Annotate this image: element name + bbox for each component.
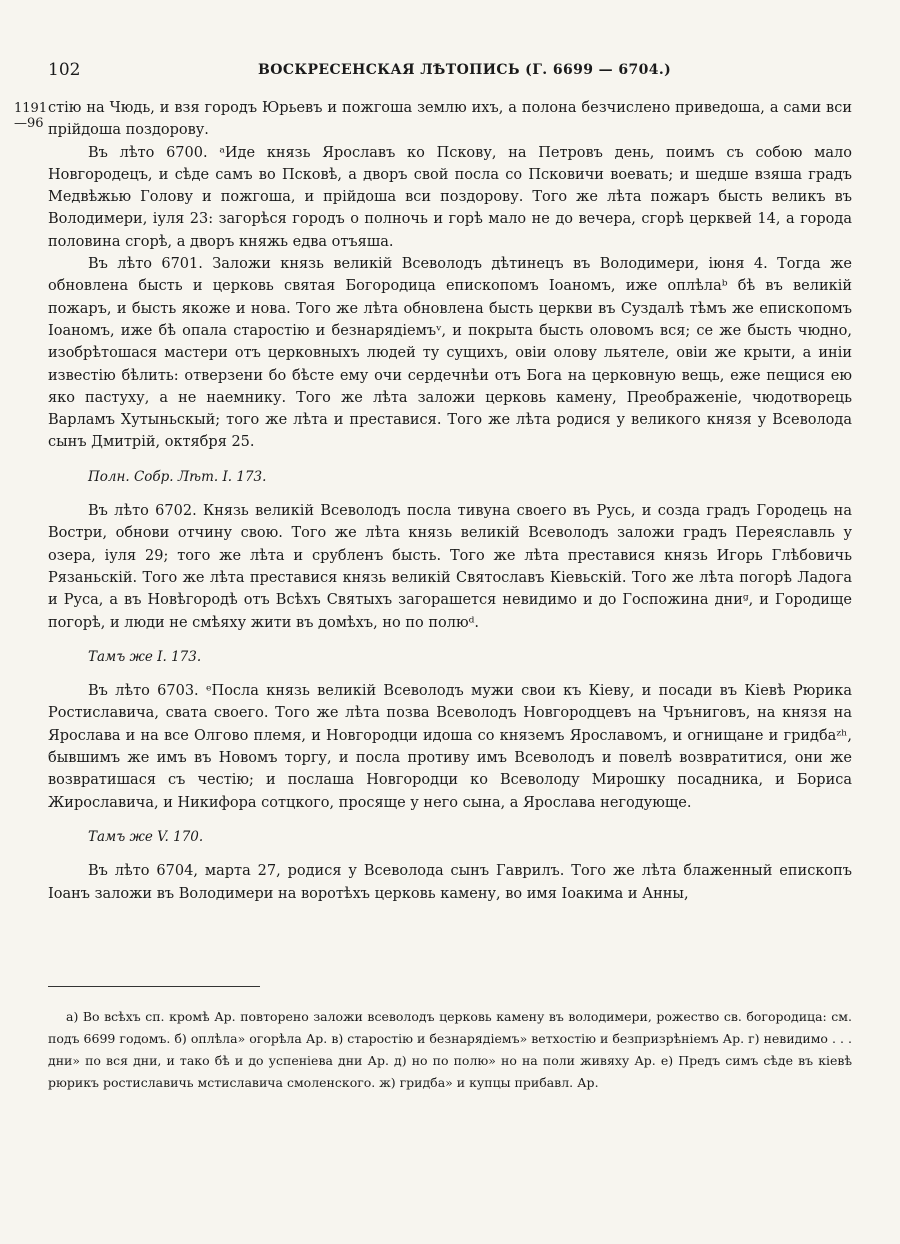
chronicle-body: [48, 97, 852, 905]
paragraph-6702: Въ лѣто 6702. Князь великій Всеволодъ посла тивуна своего въ Русь, и созда градъ Городець на Востри, обнови отчину свою. Того же лѣта князь великій Всеволодъ заложи градъ Переяславль у озера, іуля 29; того же лѣта и срубленъ бысть. Того же лѣта преставися князь Игорь Глѣбовичь Рязаньскій. Того же лѣта преставися князь великій Святославъ Кіевьскій. Того же лѣта погорѣ Ладога и Руса, а въ Новѣгородѣ отъ Всѣхъ Святыхъ загорашется невидимо и до Госпожина дниᵍ, и Городище погорѣ, и люди не смѣяху жити въ домѣхъ, но по полюᵈ.: [48, 503, 852, 631]
source-reference: Полн. Собр. Лѣт. I. 173.: [88, 468, 267, 485]
footnotes: [48, 1006, 852, 1094]
paragraph-6701: Въ лѣто 6701. Заложи князь великій Всеволодъ дѣтинецъ въ Володимери, іюня 4. Тогда же обновлена бысть и церковь святая Богородица епископомъ Іоаномъ, иже оплѣлаᵇ бѣ въ великій пожаръ, и бысть якоже и нова. Того же лѣта обновлена бысть церкви въ Суздалѣ тѣмъ же епископомъ Іоаномъ, иже бѣ опала старостію и безнарядіемъᵛ, и покрыта бысть оловомъ вся; се же бысть чюдно, изобрѣтошася мастери отъ церковныхъ людей ту сущихъ, овіи олову льятеле, овіи же крыти, а иніи известію бѣлить: отверзени бо бѣсте ему очи сердечнѣи отъ Бога на церковную вещь, еже пещися ею яко пастуху, а не наемнику. Того же лѣта заложи церковь камену, Преображеніе, чюдотворець Варламъ Хутыньскый; того же лѣта и преставися. Того же лѣта родися у великого князя у Всеволода сынъ Дмитрій, октября 25.: [48, 256, 852, 451]
paragraph-continuation: стію на Чюдь, и взя городъ Юрьевъ и пожгоша землю ихъ, а полона безчислено приведоша, а сами вси прійдоша поздорову.: [48, 100, 852, 139]
margin-year-range-note: —96: [14, 116, 44, 131]
paragraph-6700: Въ лѣто 6700. ᵃИде князь Ярославъ ко Пскову, на Петровъ день, поимъ съ собою мало Новгородецъ, и сѣде самъ во Псковѣ, а дворъ свой посла со Псковичи воевать; и шедше взяша градъ Медвѣжью Голову и пожгоша, и прійдоша вси поздорову. Того же лѣта пожаръ бысть великъ въ Володимери, іуля 23: загорѣся городъ о полночь и горѣ мало не до вечера, сгорѣ церквей 14, а города половина сгорѣ, а дворъ княжь едва отъяша.: [48, 144, 852, 250]
footnote-text: а) Во всѣхъ сп. кромѣ Ар. повторено заложи всеволодъ церковь камену въ володимери, рожество св. богородица: см. подъ 6699 годомъ. б) оплѣла» огорѣла Ар. в) старостію и безнарядіемъ» ветхостію и безпризрѣніемъ Ар. г) невидимо . . . дни» по вся дни, и тако бѣ и до успеніева дни Ар. д) но по полю» но на поли живяху Ар. е) Предъ симъ сѣде въ кіевѣ рюрикъ ростиславичь мстиславича смоленского. ж) гридба» и купцы прибавл. Ар.: [48, 1009, 852, 1090]
source-reference: Тамъ же V. 170.: [88, 828, 204, 845]
page-header: [48, 60, 848, 84]
footnote-divider: [48, 986, 260, 987]
source-reference: Тамъ же I. 173.: [88, 648, 202, 665]
page-number: 102: [48, 60, 81, 80]
running-title: ВОСКРЕСЕНСКАЯ ЛѢТОПИСЬ (Г. 6699 — 6704.): [258, 62, 672, 78]
margin-year-note: 1191: [14, 101, 48, 116]
paragraph-6703: Въ лѣто 6703. ᵉПосла князь великій Всеволодъ мужи свои къ Кіеву, и посади въ Кіевѣ Рюрика Ростиславича, свата своего. Того же лѣта позва Всеволодъ Новгородцевъ на Чръниговъ, на князя на Ярослава и на все Олгово племя, и Новгородци идоша со княземъ Ярославомъ, и огнищане и гридбаᶻʰ, бывшимъ же имъ въ Новомъ торгу, и посла противу имъ Всеволодъ и повелѣ возвратитися, они же возвратишася съ честію; и послаша Новгородци ко Всеволоду Мирошку посадника, и Бориса Жирославича, и Никифора сотцкого, просяще у него сына, а Ярослава негодующе.: [48, 683, 852, 811]
paragraph-6704: Въ лѣто 6704, марта 27, родися у Всеволода сынъ Гаврилъ. Того же лѣта блаженный епископъ Іоанъ заложи въ Володимери на воротѣхъ церковь камену, во имя Іоакима и Анны,: [48, 863, 852, 902]
